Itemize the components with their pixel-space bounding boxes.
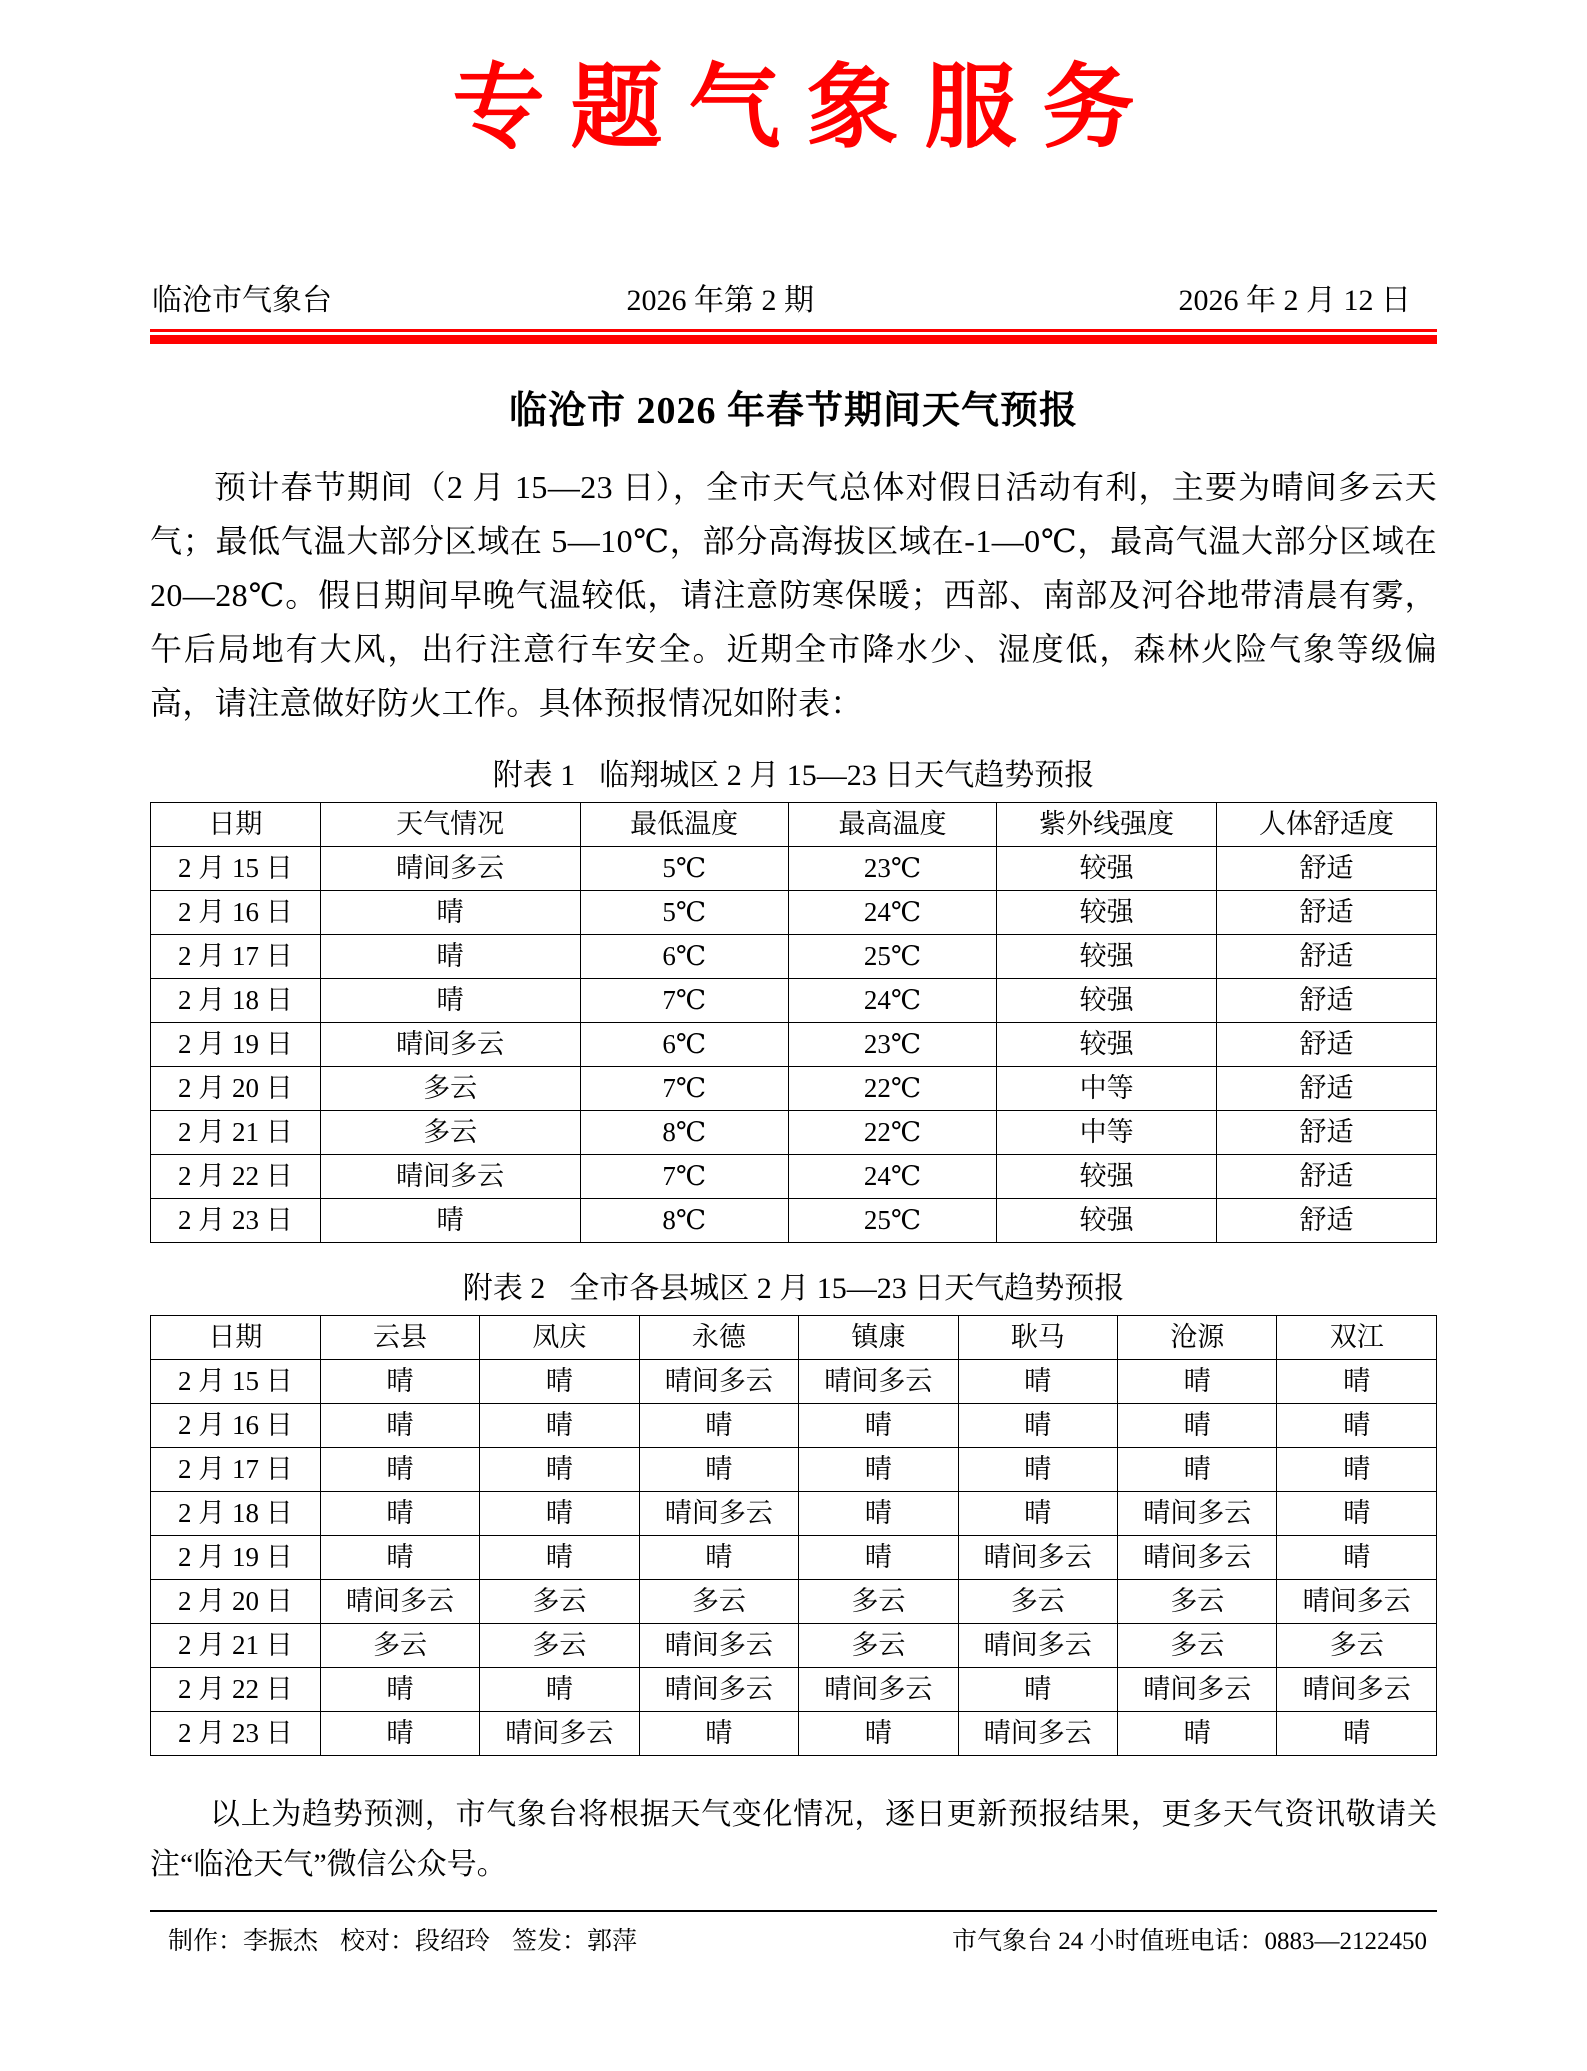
cell-value: 晴 [1277,1403,1437,1447]
cell-value: 多云 [480,1579,639,1623]
cell-value: 多云 [480,1623,639,1667]
cell-value: 多云 [320,1623,479,1667]
cell-value: 22℃ [788,1110,996,1154]
cell-value: 晴 [320,934,580,978]
cell-date: 2 月 17 日 [151,934,321,978]
footer-issuer: 签发：郭萍 [512,1927,638,1955]
table-header-row [151,802,1437,846]
cell-value: 较强 [997,1198,1217,1242]
footer-divider [150,1910,1437,1912]
column-header-4: 镇康 [799,1315,958,1359]
cell-date: 2 月 18 日 [151,978,321,1022]
cell-value: 晴 [639,1403,798,1447]
cell-value: 多云 [320,1110,580,1154]
cell-value: 晴间多云 [320,1154,580,1198]
cell-value: 多云 [639,1579,798,1623]
cell-value: 晴间多云 [1118,1491,1277,1535]
cell-value: 晴 [480,1447,639,1491]
cell-value: 晴 [480,1491,639,1535]
cell-value: 晴间多云 [639,1491,798,1535]
table-header-row [151,1315,1437,1359]
cell-value: 晴 [480,1667,639,1711]
cell-value: 晴间多云 [799,1359,958,1403]
cell-value: 晴间多云 [480,1711,639,1755]
cell-value: 晴 [1277,1711,1437,1755]
table2-caption [150,1263,1437,1307]
table-row [151,846,1437,890]
table1-caption-label: 附表 1 [492,758,576,792]
column-header-3: 最高温度 [788,802,996,846]
cell-value: 晴 [958,1667,1117,1711]
cell-date: 2 月 16 日 [151,890,321,934]
cell-value: 晴 [320,1198,580,1242]
cell-value: 晴 [639,1535,798,1579]
table2-caption-label: 附表 2 [462,1271,546,1305]
cell-value: 舒适 [1217,1022,1437,1066]
cell-value: 晴 [639,1447,798,1491]
cell-value: 22℃ [788,1066,996,1110]
cell-value: 7℃ [580,1066,788,1110]
cell-value: 晴 [1118,1447,1277,1491]
column-header-5: 人体舒适度 [1217,802,1437,846]
red-rule-thick [150,335,1437,344]
footer-hotline: 市气象台 24 小时值班电话：0883—2122450 [951,1927,1427,1955]
cell-value: 多云 [1118,1623,1277,1667]
column-header-5: 耿马 [958,1315,1117,1359]
cell-value: 晴间多云 [320,846,580,890]
cell-value: 8℃ [580,1198,788,1242]
cell-value: 舒适 [1217,978,1437,1022]
table-row [151,1447,1437,1491]
cell-date: 2 月 16 日 [151,1403,321,1447]
cell-value: 晴 [799,1491,958,1535]
cell-value: 晴 [320,1447,479,1491]
cell-value: 晴 [1277,1359,1437,1403]
cell-value: 晴 [1118,1359,1277,1403]
table-row [151,1535,1437,1579]
masthead-red-rule [150,329,1437,347]
cell-value: 晴 [1277,1491,1437,1535]
cell-value: 晴间多云 [639,1667,798,1711]
cell-value: 晴 [320,890,580,934]
cell-value: 晴 [958,1403,1117,1447]
cell-value: 24℃ [788,1154,996,1198]
cell-value: 晴间多云 [639,1623,798,1667]
counties-forecast-table [150,1315,1437,1756]
table-row [151,1579,1437,1623]
column-header-0: 日期 [151,1315,321,1359]
cell-value: 晴 [1277,1447,1437,1491]
table1-caption-text: 临翔城区 2 月 15—23 日天气趋势预报 [599,758,1095,792]
cell-value: 舒适 [1217,890,1437,934]
cell-date: 2 月 23 日 [151,1198,321,1242]
cell-value: 晴 [480,1535,639,1579]
cell-value: 较强 [997,846,1217,890]
cell-value: 多云 [799,1579,958,1623]
table-row [151,1667,1437,1711]
cell-value: 舒适 [1217,846,1437,890]
cell-value: 晴 [799,1403,958,1447]
cell-value: 7℃ [580,1154,788,1198]
cell-value: 晴 [1118,1403,1277,1447]
page-title: 临沧市 2026 年春节期间天气预报 [508,389,1078,432]
table-row [151,1110,1437,1154]
table-row [151,890,1437,934]
cell-value: 5℃ [580,846,788,890]
cell-value: 较强 [997,978,1217,1022]
cell-value: 晴 [320,1359,479,1403]
cell-value: 晴间多云 [320,1579,479,1623]
cell-date: 2 月 17 日 [151,1447,321,1491]
table-row [151,1066,1437,1110]
cell-date: 2 月 19 日 [151,1022,321,1066]
cell-date: 2 月 19 日 [151,1535,321,1579]
cell-value: 晴 [320,978,580,1022]
cell-value: 晴间多云 [1118,1667,1277,1711]
cell-value: 多云 [799,1623,958,1667]
column-header-3: 永德 [639,1315,798,1359]
cell-value: 晴间多云 [958,1535,1117,1579]
cell-value: 晴间多云 [639,1359,798,1403]
cell-value: 晴间多云 [1277,1579,1437,1623]
column-header-1: 天气情况 [320,802,580,846]
cell-value: 晴 [1118,1711,1277,1755]
cell-value: 晴 [958,1447,1117,1491]
cell-value: 23℃ [788,1022,996,1066]
cell-value: 多云 [1277,1623,1437,1667]
cell-value: 7℃ [580,978,788,1022]
column-header-1: 云县 [320,1315,479,1359]
cell-value: 晴 [320,1535,479,1579]
cell-value: 晴间多云 [1118,1535,1277,1579]
issue-number: 2026 年第 2 期 [626,283,814,317]
cell-value: 晴 [799,1711,958,1755]
column-header-0: 日期 [151,802,321,846]
cell-value: 中等 [997,1110,1217,1154]
footer [150,1921,1437,1957]
cell-value: 6℃ [580,1022,788,1066]
cell-value: 25℃ [788,1198,996,1242]
table-row [151,1359,1437,1403]
cell-value: 晴 [1277,1535,1437,1579]
cell-value: 6℃ [580,934,788,978]
table-row [151,1154,1437,1198]
cell-value: 较强 [997,890,1217,934]
masthead-info-row [150,275,1437,319]
cell-value: 晴间多云 [1277,1667,1437,1711]
cell-value: 较强 [997,934,1217,978]
cell-value: 晴 [480,1403,639,1447]
cell-value: 晴 [958,1359,1117,1403]
cell-value: 舒适 [1217,934,1437,978]
issue-date: 2026 年 2 月 12 日 [1178,283,1411,317]
table-row [151,1491,1437,1535]
cell-value: 8℃ [580,1110,788,1154]
table1-caption [150,750,1437,794]
footer-credits [150,1921,637,1957]
cell-value: 多云 [1118,1579,1277,1623]
table-body [151,846,1437,1242]
cell-value: 25℃ [788,934,996,978]
table-row [151,1403,1437,1447]
cell-value: 晴间多云 [958,1623,1117,1667]
column-header-6: 沧源 [1118,1315,1277,1359]
cell-value: 较强 [997,1022,1217,1066]
linxiang-forecast-table [150,802,1437,1243]
cell-value: 多云 [958,1579,1117,1623]
cell-value: 舒适 [1217,1154,1437,1198]
table-body [151,1359,1437,1755]
footer-producer: 制作：李振杰 [168,1927,319,1955]
red-rule-thin [150,329,1437,332]
cell-value: 5℃ [580,890,788,934]
table-row [151,1623,1437,1667]
cell-value: 晴 [320,1403,479,1447]
cell-date: 2 月 15 日 [151,1359,321,1403]
cell-value: 晴间多云 [799,1667,958,1711]
table-row [151,978,1437,1022]
table-row [151,934,1437,978]
table-row [151,1711,1437,1755]
cell-value: 24℃ [788,978,996,1022]
cell-date: 2 月 22 日 [151,1667,321,1711]
cell-value: 多云 [320,1066,580,1110]
cell-value: 晴 [320,1491,479,1535]
cell-value: 舒适 [1217,1198,1437,1242]
table-row [151,1022,1437,1066]
cell-value: 晴 [958,1491,1117,1535]
cell-date: 2 月 20 日 [151,1066,321,1110]
cell-value: 23℃ [788,846,996,890]
cell-date: 2 月 22 日 [151,1154,321,1198]
cell-value: 舒适 [1217,1066,1437,1110]
column-header-4: 紫外线强度 [997,802,1217,846]
cell-value: 晴 [320,1711,479,1755]
masthead-title: 专题气象服务 [452,57,1161,159]
cell-value: 中等 [997,1066,1217,1110]
cell-date: 2 月 21 日 [151,1623,321,1667]
column-header-2: 凤庆 [480,1315,639,1359]
cell-date: 2 月 18 日 [151,1491,321,1535]
column-header-2: 最低温度 [580,802,788,846]
cell-date: 2 月 20 日 [151,1579,321,1623]
cell-value: 较强 [997,1154,1217,1198]
closing-paragraph: 以上为趋势预测，市气象台将根据天气变化情况，逐日更新预报结果，更多天气资讯敬请关注“临沧天气”微信公众号。 [150,1797,1437,1881]
cell-value: 24℃ [788,890,996,934]
cell-value: 晴 [799,1535,958,1579]
cell-value: 晴间多云 [320,1022,580,1066]
cell-value: 晴 [639,1711,798,1755]
cell-value: 晴 [480,1359,639,1403]
body-paragraph: 预计春节期间（2 月 15—23 日），全市天气总体对假日活动有利，主要为晴间多云天气；最低气温大部分区域在 5—10℃，部分高海拔区域在-1—0℃，最高气温大部分区域在 20—28℃。假日期间早晚气温较低，请注意防寒保暖；西部、南部及河谷地带清晨有雾，午后局地有大风，出行注意行车安全。近期全市降水少、湿度低，森林火险气象等级偏高，请注意做好防火工作。具体预报情况如附表： [150,468,1437,721]
cell-value: 晴间多云 [958,1711,1117,1755]
cell-date: 2 月 15 日 [151,846,321,890]
table-row [151,1198,1437,1242]
cell-value: 晴 [320,1667,479,1711]
cell-value: 舒适 [1217,1110,1437,1154]
issuing-organization: 临沧市气象台 [152,283,332,317]
cell-date: 2 月 23 日 [151,1711,321,1755]
column-header-7: 双江 [1277,1315,1437,1359]
cell-value: 晴 [799,1447,958,1491]
table2-caption-text: 全市各县城区 2 月 15—23 日天气趋势预报 [569,1271,1125,1305]
cell-date: 2 月 21 日 [151,1110,321,1154]
footer-proofreader: 校对：段绍玲 [340,1927,491,1955]
